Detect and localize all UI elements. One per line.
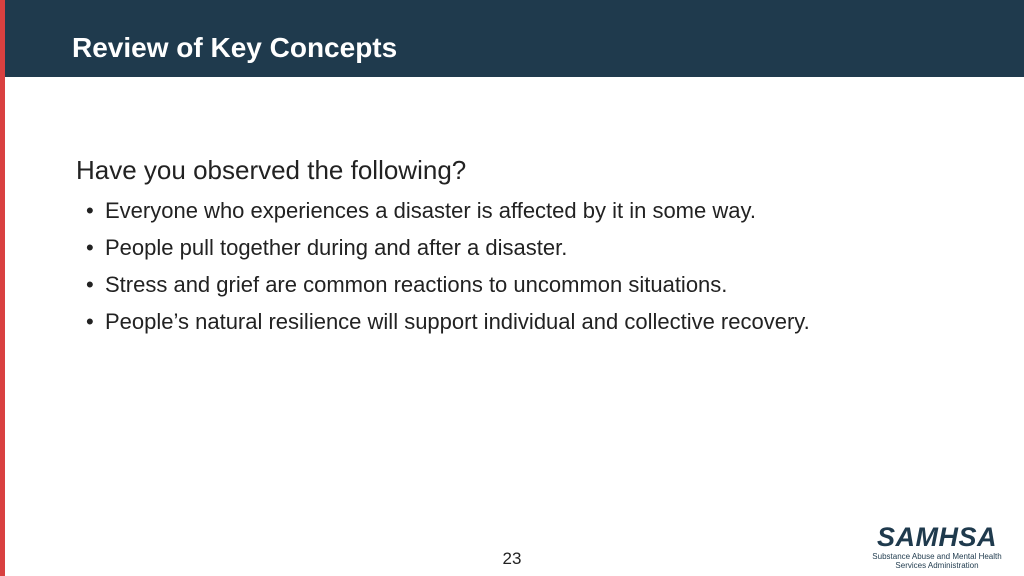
bullet-text: Stress and grief are common reactions to uncommon situations.: [105, 272, 728, 297]
bullet-text: People’s natural resilience will support individual and collective recovery.: [105, 309, 810, 334]
bullet-item: [76, 192, 976, 229]
bullet-text: Everyone who experiences a disaster is affected by it in some way.: [105, 198, 756, 223]
question-heading: Have you observed the following?: [76, 155, 467, 185]
samhsa-logo: [872, 522, 1002, 572]
logo-subtitle-line2: Services Administration: [895, 561, 979, 570]
slide-content: [76, 152, 976, 340]
bullet-icon: •: [86, 235, 94, 260]
bullet-text: People pull together during and after a disaster.: [105, 235, 568, 260]
bullet-list: [76, 192, 976, 340]
bullet-item: [76, 303, 976, 340]
logo-wordmark: SAMHSA: [876, 522, 997, 552]
logo-subtitle-line1: Substance Abuse and Mental Health: [872, 552, 1002, 561]
bullet-item: [76, 266, 976, 303]
bullet-icon: •: [86, 272, 94, 297]
bullet-icon: •: [86, 309, 94, 334]
slide-title: Review of Key Concepts: [72, 32, 398, 63]
bullet-icon: •: [86, 198, 94, 223]
bullet-item: [76, 229, 976, 266]
page-number: 23: [502, 549, 522, 568]
left-accent-stripe: [0, 0, 5, 576]
